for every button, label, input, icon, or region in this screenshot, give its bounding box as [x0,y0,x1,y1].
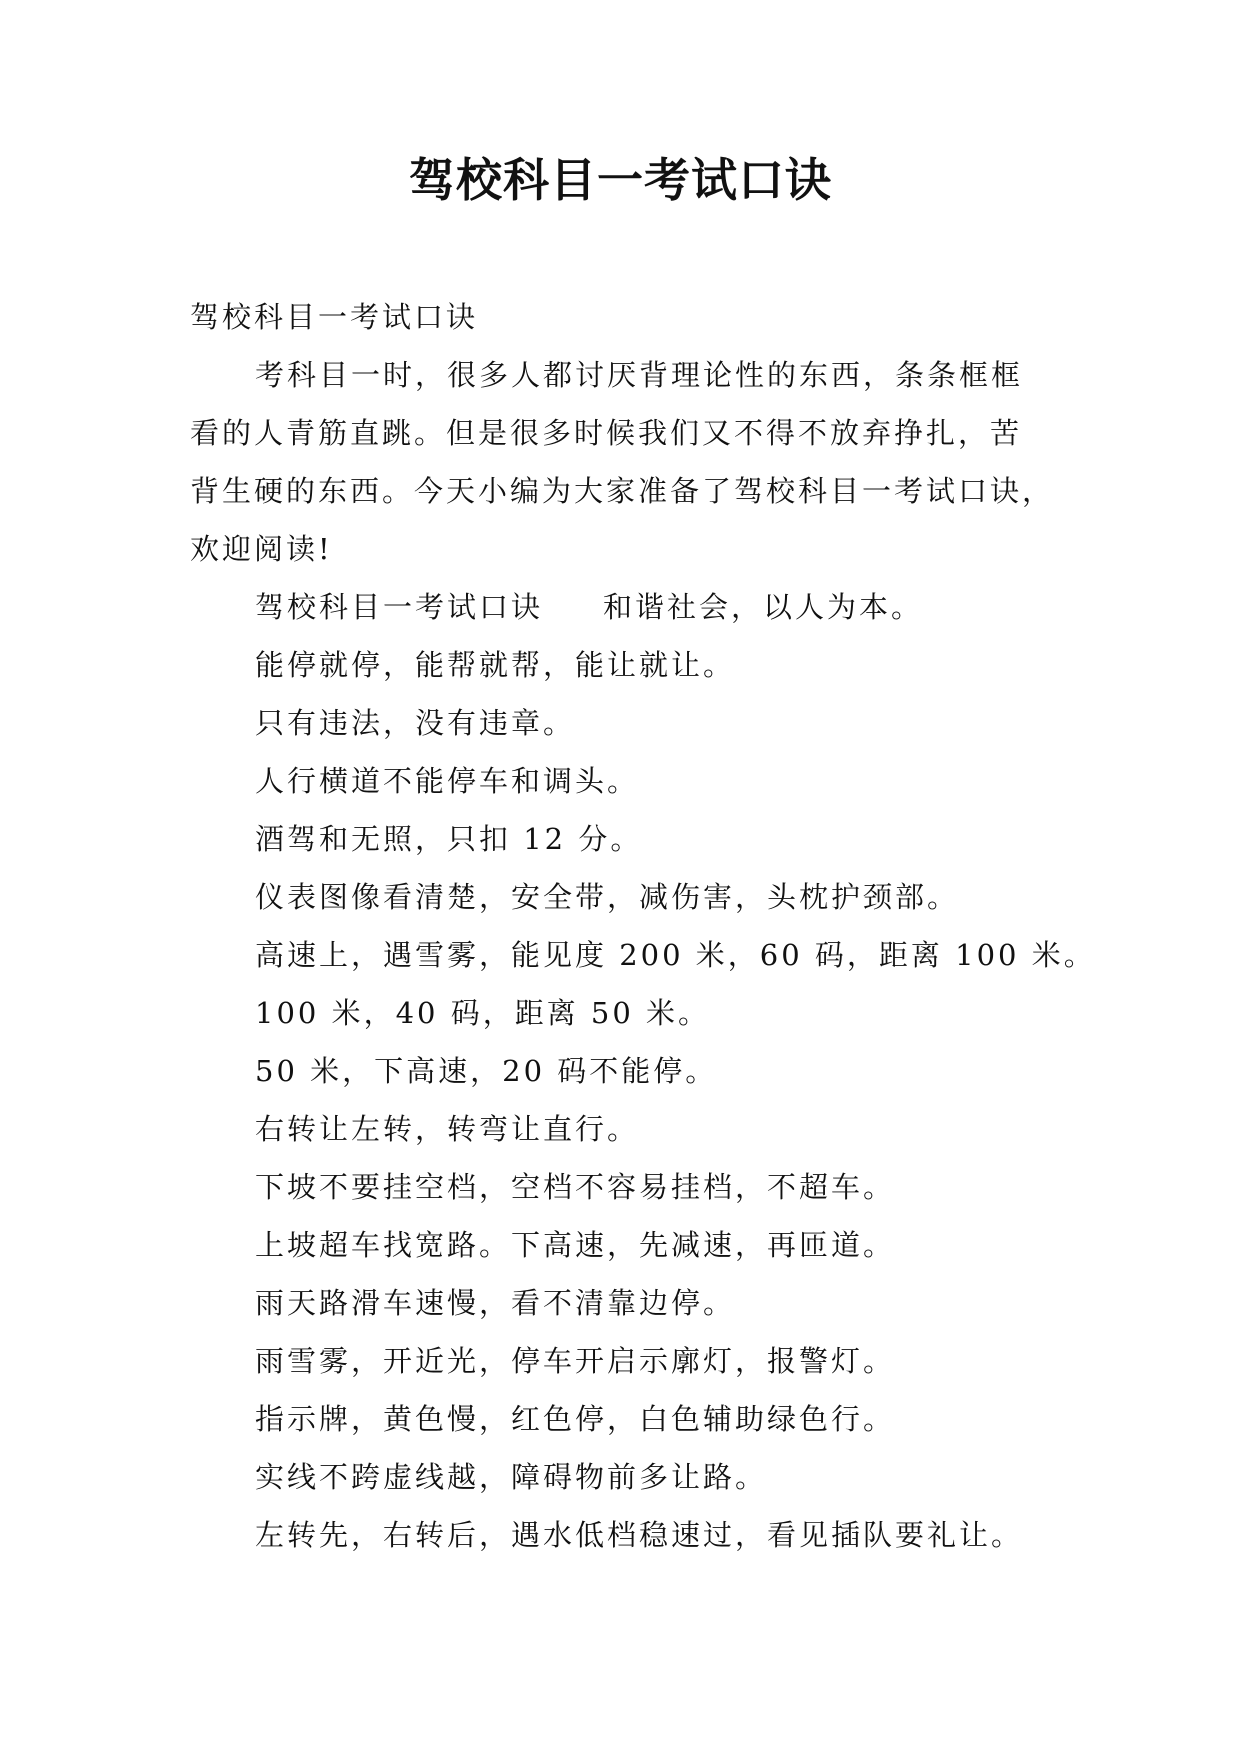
mnemonic-text: 和谐社会，以人为本。 [603,590,924,624]
mnemonic-line: 雨天路滑车速慢，看不清靠边停。 [255,1286,736,1320]
mnemonic-line: 能停就停，能帮就帮，能让就让。 [255,648,736,682]
mnemonic-line: 下坡不要挂空档，空档不容易挂档，不超车。 [255,1170,896,1204]
mnemonic-line: 仪表图像看清楚，安全带，减伤害，头枕护颈部。 [255,880,960,914]
intro-line: 考科目一时，很多人都讨厌背理论性的东西，条条框框 [255,358,1024,392]
mnemonic-line: 100 米，40 码，距离 50 米。 [255,996,711,1030]
mnemonic-line [190,578,1060,636]
mnemonic-line: 只有违法，没有违章。 [255,706,576,740]
intro-line: 背生硬的东西。今天小编为大家准备了驾校科目一考试口诀， [190,474,1055,508]
mnemonic-line: 左转先，右转后，遇水低档稳速过，看见插队要礼让。 [255,1518,1024,1552]
mnemonic-heading: 驾校科目一考试口诀 [255,590,544,624]
mnemonic-line: 50 米，下高速，20 码不能停。 [255,1054,718,1088]
intro-line: 欢迎阅读! [190,532,333,566]
mnemonic-line: 雨雪雾，开近光，停车开启示廓灯，报警灯。 [255,1344,896,1378]
mnemonic-line: 上坡超车找宽路。下高速，先减速，再匝道。 [255,1228,896,1262]
mnemonic-line: 人行横道不能停车和调头。 [255,764,640,798]
mnemonic-line: 指示牌，黄色慢，红色停，白色辅助绿色行。 [255,1402,896,1436]
intro-line: 看的人青筋直跳。但是很多时候我们又不得不放弃挣扎，苦 [190,416,1023,450]
mnemonic-line: 酒驾和无照，只扣 12 分。 [255,822,643,856]
subtitle-line: 驾校科目一考试口诀 [190,300,479,334]
mnemonic-line: 高速上，遇雪雾，能见度 200 米，60 码，距离 100 米。 [255,938,1096,972]
mnemonic-line: 实线不跨虚线越，障碍物前多让路。 [255,1460,768,1494]
mnemonic-line: 右转让左转，转弯让直行。 [255,1112,640,1146]
document-title: 驾校科目一考试口诀 [409,153,832,207]
document-body [190,288,1096,1564]
